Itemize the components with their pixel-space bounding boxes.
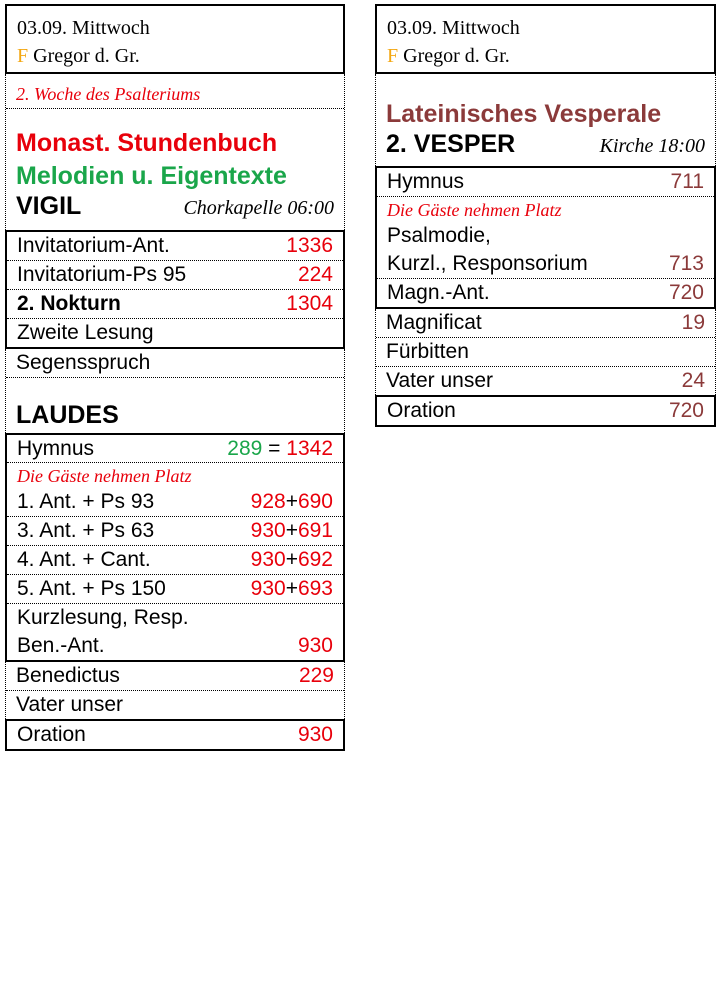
magnificat-row — [376, 309, 715, 338]
row-label: Invitatorium-Ps 95 — [17, 263, 187, 286]
row-label: Fürbitten — [386, 340, 469, 363]
row-label: Hymnus — [387, 170, 465, 193]
row-label: Zweite Lesung — [17, 321, 154, 344]
kurzlesung-row — [7, 604, 343, 632]
row-label: Oration — [387, 399, 456, 422]
week-note-row — [6, 74, 344, 109]
book-subtitle: Melodien u. Eigentexte — [16, 162, 287, 190]
row-label: Kurzlesung, Resp. — [17, 606, 189, 629]
row-label: Oration — [17, 723, 86, 746]
ant-number: 930 — [250, 577, 286, 600]
plus-sign: + — [285, 490, 298, 513]
plus-sign: + — [285, 577, 298, 600]
row-label: Ben.-Ant. — [17, 634, 105, 657]
vesper-heading-row — [386, 130, 705, 159]
row-label: Vater unser — [16, 693, 123, 716]
oration-row — [377, 397, 714, 425]
vigil-heading: VIGIL — [16, 192, 82, 220]
row-number: 19 — [681, 311, 705, 334]
row-number: 720 — [668, 399, 704, 422]
vigil-row — [7, 261, 343, 290]
ant-number: 928 — [250, 490, 286, 513]
hymnus-equals: = — [262, 437, 287, 460]
row-number: 930 — [297, 634, 333, 657]
right-feast-marker: F — [387, 45, 399, 67]
book-title: Monast. Stundenbuch — [16, 129, 278, 157]
guest-note: Die Gäste nehmen Platz — [387, 200, 562, 220]
row-number: 720 — [668, 281, 704, 304]
psalmodie-row — [377, 222, 714, 250]
plus-sign: + — [285, 548, 298, 571]
row-label: Segensspruch — [16, 351, 151, 374]
psalm-number: 693 — [297, 577, 333, 600]
right-date: 03.09. Mittwoch — [387, 17, 520, 39]
row-label: Vater unser — [386, 369, 493, 392]
vesper-heading: 2. VESPER — [386, 130, 516, 158]
psalm-number: 690 — [297, 490, 333, 513]
laudes-table — [5, 433, 345, 662]
vigil-row — [6, 349, 344, 378]
vater-unser-row — [376, 367, 715, 395]
left-feast-marker: F — [17, 45, 29, 67]
vigil-table — [5, 230, 345, 349]
kurzl-row — [377, 250, 714, 279]
laudes-hymnus-row — [7, 435, 343, 462]
psalm-number: 692 — [297, 548, 333, 571]
right-column — [375, 4, 716, 427]
vater-unser-row — [6, 691, 344, 719]
ben-ant-row — [7, 632, 343, 662]
benedictus-row — [6, 662, 344, 691]
guest-note: Die Gäste nehmen Platz — [17, 466, 192, 486]
row-label: Magn.-Ant. — [387, 281, 490, 304]
week-note: 2. Woche des Psalteriums — [16, 84, 201, 104]
row-label: 1. Ant. + Ps 93 — [17, 490, 155, 513]
row-label: Psalmodie, — [387, 224, 491, 247]
left-date-header — [5, 4, 345, 74]
vesperale-title: Lateinisches Vesperale — [386, 100, 662, 128]
plus-sign: + — [285, 519, 298, 542]
vesper-place: Kirche 18:00 — [599, 135, 705, 157]
row-number: 713 — [668, 252, 704, 275]
row-label: 5. Ant. + Ps 150 — [17, 577, 166, 600]
psalm-row — [7, 517, 343, 546]
row-label: Hymnus — [17, 437, 95, 460]
row-number: 1304 — [286, 292, 333, 315]
psalm-number: 691 — [297, 519, 333, 542]
psalm-row — [7, 546, 343, 575]
left-date: 03.09. Mittwoch — [17, 17, 150, 39]
row-number: 224 — [297, 263, 333, 286]
row-number: 930 — [297, 723, 333, 746]
right-feast-name: Gregor d. Gr. — [403, 45, 510, 67]
hymnus-green-number: 289 — [227, 437, 263, 460]
row-label: Magnificat — [386, 311, 482, 334]
right-intro — [375, 74, 716, 166]
vigil-row — [7, 290, 343, 319]
left-column — [5, 4, 345, 751]
right-feast — [387, 42, 704, 70]
left-feast — [17, 42, 333, 70]
hymnus-numbers — [227, 435, 333, 462]
left-intro — [5, 74, 345, 230]
row-label: Kurzl., Responsorium — [387, 252, 588, 275]
psalm-row — [7, 488, 343, 517]
row-label: Invitatorium-Ant. — [17, 234, 170, 257]
fuerbitten-row — [376, 338, 715, 367]
row-label: 2. Nokturn — [17, 292, 121, 315]
psalm-row — [7, 575, 343, 604]
ant-number: 930 — [250, 548, 286, 571]
vigil-place: Chorkapelle 06:00 — [183, 197, 334, 219]
row-label: Benedictus — [16, 664, 120, 687]
row-number: 711 — [670, 170, 704, 193]
oration-row — [7, 721, 343, 749]
vigil-row — [7, 319, 343, 349]
row-number: 1336 — [286, 234, 333, 257]
row-number: 24 — [681, 369, 705, 392]
benedictus-block — [5, 662, 345, 719]
segen-and-laudes-heading — [5, 349, 345, 433]
magnificat-block — [375, 309, 716, 395]
left-feast-name: Gregor d. Gr. — [33, 45, 140, 67]
vesper-oration-box — [375, 395, 716, 427]
row-number: 229 — [298, 664, 334, 687]
vesper-hymnus-row — [377, 168, 714, 196]
right-date-header — [375, 4, 716, 74]
magn-ant-row — [377, 279, 714, 309]
laudes-guest-note-row — [7, 462, 343, 488]
vigil-row — [7, 232, 343, 261]
hymnus-red-number: 1342 — [286, 437, 333, 460]
row-label: 3. Ant. + Ps 63 — [17, 519, 155, 542]
vigil-heading-row — [16, 192, 334, 221]
ant-number: 930 — [250, 519, 286, 542]
laudes-heading: LAUDES — [16, 401, 119, 429]
vesper-table — [375, 166, 716, 309]
row-label: 4. Ant. + Cant. — [17, 548, 151, 571]
oration-box — [5, 719, 345, 751]
vesper-guest-note-row — [377, 196, 714, 222]
